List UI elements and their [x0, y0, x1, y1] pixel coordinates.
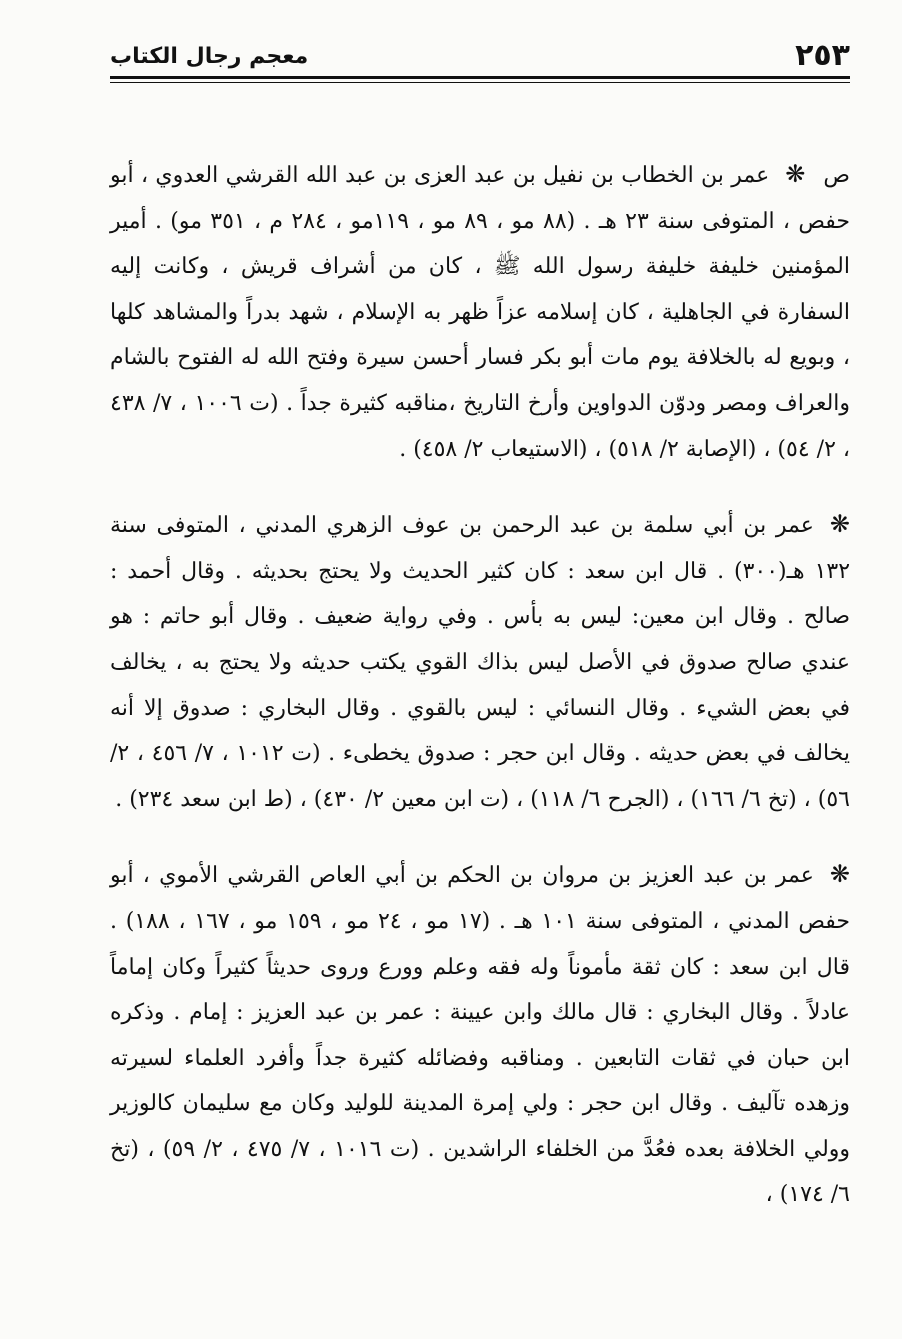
entry-star-icon: ❋ [829, 510, 850, 539]
entry-text: عمر بن أبي سلمة بن عبد الرحمن بن عوف الزهري المدني ، المتوفى سنة ١٣٢ هـ(٣٠٠) . قال ابن سعد : كان كثير الحديث ولا يحتج بحديثه . وقال أحمد : صالح . وقال ابن معين: ليس به بأس . وفي رواية ضعيف . وقال أبو حاتم : هو عندي صالح صدوق في الأصل ليس بذاك القوي يكتب حديثه ولا يحتج به ، يخالف في بعض الشيء . وقال النسائي : ليس بالقوي . وقال البخاري : صدوق إلا أنه يخالف في بعض حديثه . وقال ابن حجر : صدوق يخطىء . (ت ١٠١٢ ، ٧/ ٤٥٦ ، ٢/ ٥٦) ، (تخ ٦/ ١٦٦) ، (الجرح ٦/ ١١٨) ، (ت ابن معين ٢/ ٤٣٠) ، (ط ابن سعد ٢٣٤) . [110, 513, 851, 812]
margin-mark: ص [823, 163, 850, 188]
book-title: معجم رجال الكتاب [110, 44, 309, 69]
entry-star-icon: ❋ [829, 860, 850, 889]
page-number: ٢٥٣ [795, 38, 850, 73]
running-header [110, 38, 850, 78]
entry-text: عمر بن الخطاب بن نفيل بن عبد العزى بن عبد الله القرشي العدوي ، أبو حفص ، المتوفى سنة ٢٣ هـ . (٨٨ مو ، ٨٩ مو ، ١١٩مو ، ٢٨٤ م ، ٣٥١ مو) . أمير المؤمنين خليفة خليفة رسول الله ﷺ ، كان من أشراف قريش ، وكانت إليه السفارة في الجاهلية ، كان إسلامه عزاً ظهر به الإسلام ، شهد بدراً والمشاهد كلها ، وبويع له بالخلافة يوم مات أبو بكر فسار أحسن سيرة وفتح الله له الفتوح بالشام والعراف ومصر ودوّن الدواوين وأرخ التاريخ ،مناقبه كثيرة جداً . (ت ١٠٠٦ ، ٧/ ٤٣٨ ، ٢/ ٥٤) ، (الإصابة ٢/ ٥١٨) ، (الاستيعاب ٢/ ٤٥٨) . [110, 163, 851, 462]
entry-text: عمر بن عبد العزيز بن مروان بن الحكم بن أبي العاص القرشي الأموي ، أبو حفص المدني ، المتوفى سنة ١٠١ هـ . (١٧ مو ، ٢٤ مو ، ١٥٩ مو ، ١٦٧ ، ١٨٨) . قال ابن سعد : كان ثقة مأموناً وله فقه وعلم وورع وروى حديثاً كثيراً وكان إماماً عادلاً . وقال البخاري : قال مالك وابن عيينة : عمر بن عبد العزيز : إمام . وذكره ابن حبان في ثقات التابعين . ومناقبه وفضائله كثيرة جداً وأفرد العلماء لسيرته وزهده تآليف . وقال ابن حجر : ولي إمرة المدينة للوليد وكان مع سليمان كالوزير وولي الخلافة بعده فعُدَّ من الخلفاء الراشدين . (ت ١٠١٦ ، ٧/ ٤٧٥ ، ٢/ ٥٩) ، (تخ ٦/ ١٧٤) ، [110, 863, 851, 1208]
header-rule-thick [110, 76, 850, 79]
entry-star-icon: ❋ [785, 160, 806, 188]
biography-entry-umar-ibn-abi-salama [110, 502, 850, 822]
biography-entry-umar-ibn-al-khattab [110, 152, 850, 472]
header-rule-thin [110, 82, 850, 83]
biography-entry-umar-ibn-abd-al-aziz [110, 852, 850, 1218]
page-body [110, 152, 850, 1218]
